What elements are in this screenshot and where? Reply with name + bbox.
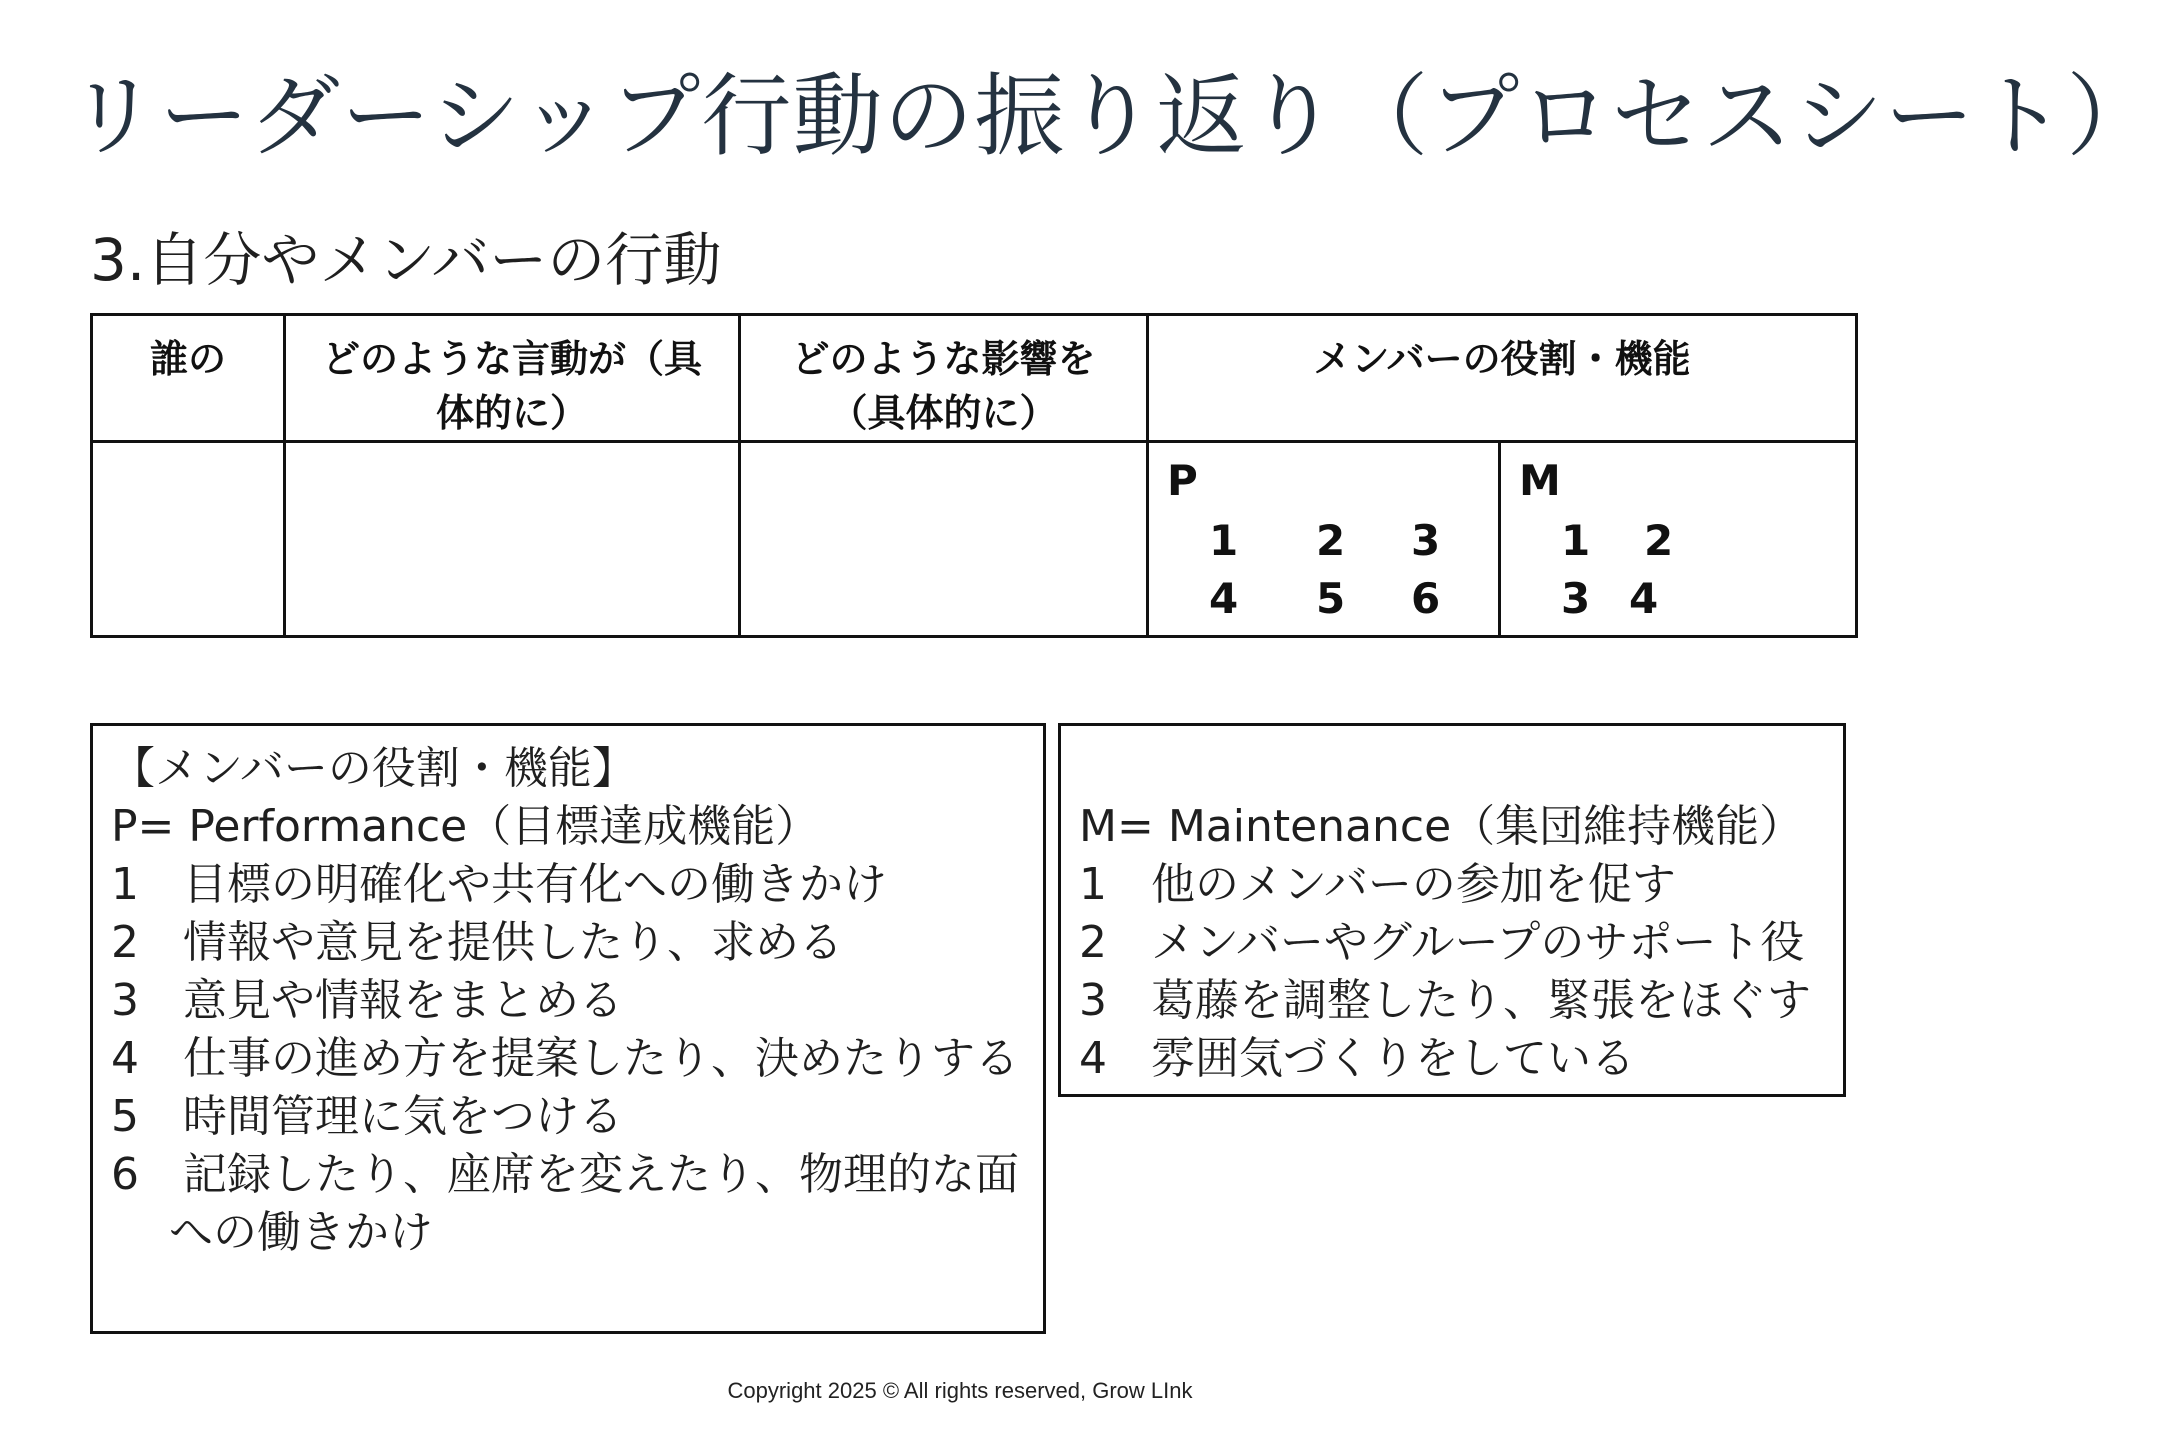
process-sheet-table [90,313,1858,638]
maintenance-legend-box [1058,723,1846,1097]
m-option-3[interactable]: 3 [1561,574,1591,623]
header-who [92,315,285,442]
cell-what[interactable] [285,442,740,637]
p-option-2[interactable]: 2 [1316,516,1346,565]
performance-item-2: 2 情報や意見を提供したり、求める [111,917,843,968]
performance-item-4: 4 仕事の進め方を提案したり、決めたりする [111,1033,1019,1084]
page-title: リーダーシップ行動の振り返り（プロセスシート） [68,64,2157,169]
maintenance-item-4: 4 雰囲気づくりをしている [1079,1033,1635,1084]
cell-impact[interactable] [740,442,1148,637]
header-who-label: 誰の [149,337,226,381]
performance-item-5: 5 時間管理に気をつける [111,1091,623,1142]
performance-item-6-cont: への働きかけ [111,1207,433,1258]
table-entry-row [92,442,1857,637]
p-option-1[interactable]: 1 [1209,516,1239,565]
cell-m-functions [1500,442,1857,637]
header-impact [740,315,1148,442]
p-option-6[interactable]: 6 [1411,574,1441,623]
legend-heading: 【メンバーの役割・機能】 [111,743,636,794]
performance-item-1: 1 目標の明確化や共有化への働きかけ [111,859,887,910]
p-option-3[interactable]: 3 [1411,516,1441,565]
header-impact-line2: （具体的に） [829,391,1058,435]
performance-title: P= Performance（目標達成機能） [111,801,820,852]
performance-item-6: 6 記録したり、座席を変えたり、物理的な面 [111,1149,1019,1200]
maintenance-item-3: 3 葛藤を調整したり、緊張をほぐす [1079,975,1811,1026]
copyright-notice: Copyright 2025 © All rights reserved, Grow LInk [727,1378,1193,1403]
p-option-5[interactable]: 5 [1316,574,1346,623]
m-label: M [1519,456,1561,505]
section-title: 3.自分やメンバーの行動 [90,226,722,294]
header-role [1148,315,1857,442]
table-header-row [92,315,1857,442]
p-option-4[interactable]: 4 [1209,574,1239,623]
maintenance-item-2: 2 メンバーやグループのサポート役 [1079,917,1805,968]
m-option-2[interactable]: 2 [1644,516,1674,565]
header-impact-line1: どのような影響を [791,337,1096,381]
maintenance-item-1: 1 他のメンバーの参加を促す [1079,859,1676,910]
performance-legend-box [90,723,1046,1334]
header-role-label: メンバーの役割・機能 [1313,337,1691,381]
cell-p-functions [1148,442,1500,637]
header-what [285,315,740,442]
m-option-4[interactable]: 4 [1629,574,1659,623]
p-label: P [1167,456,1198,505]
header-what-line1: どのような言動が（具 [321,337,702,381]
m-option-1[interactable]: 1 [1561,516,1591,565]
performance-item-3: 3 意見や情報をまとめる [111,975,623,1026]
cell-who[interactable] [92,442,285,637]
header-what-line2: 体的に） [435,391,588,435]
maintenance-title: M= Maintenance（集団維持機能） [1079,801,1804,852]
